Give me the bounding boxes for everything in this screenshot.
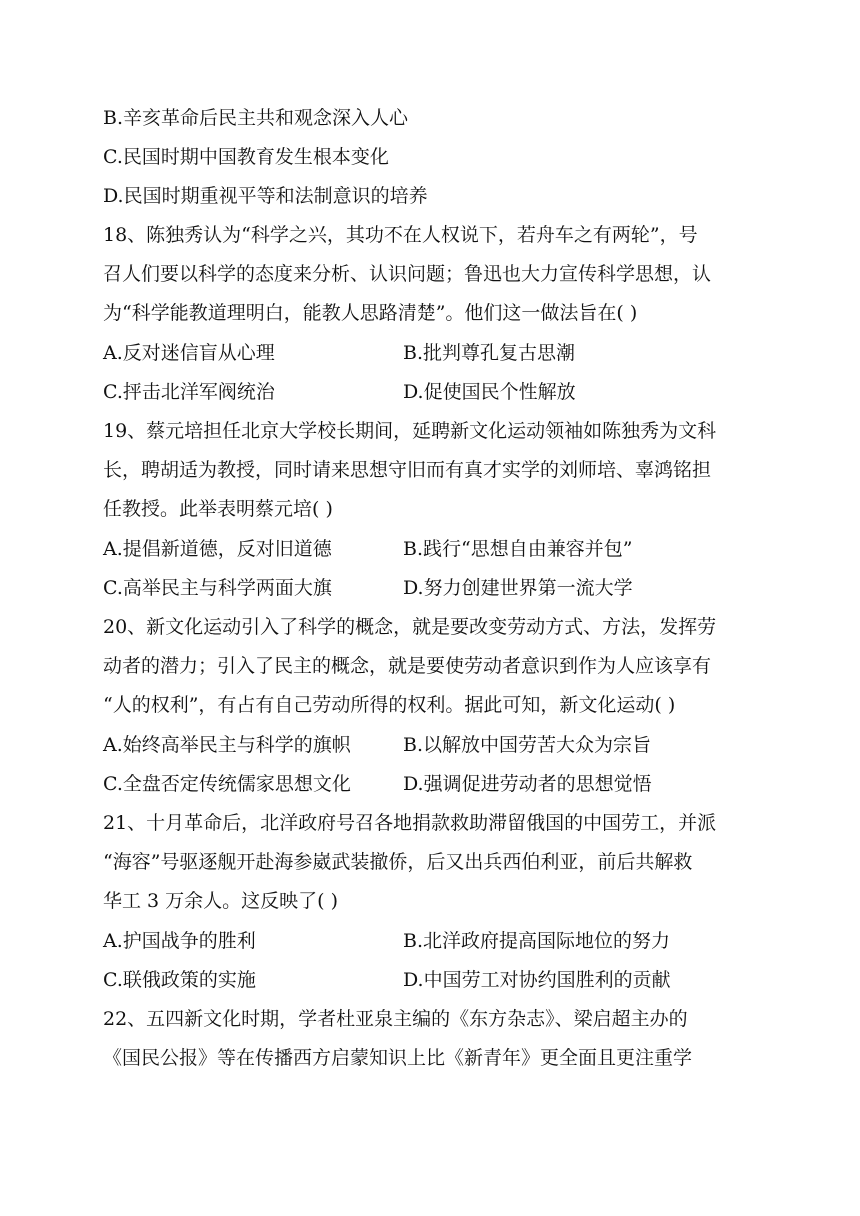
q18-option-d: D.促使国民个性解放 [403,381,576,403]
q18-stem-line-1: 18、陈独秀认为“科学之兴，其功不在人权说下，若舟车之有两轮”，号 [103,224,698,246]
q21-stem-line-2: “海容”号驱逐舰开赴海参崴武装撤侨，后又出兵西伯利亚，前后共解救 [103,851,693,873]
q21-option-a: A.护国战争的胜利 [103,930,256,952]
q19-stem-line-1: 19、蔡元培担任北京大学校长期间，延聘新文化运动领袖如陈独秀为文科 [103,420,717,442]
q21-option-d: D.中国劳工对协约国胜利的贡献 [403,969,671,991]
q20-stem-line-3: “人的权利”，有占有自己劳动所得的权利。据此可知，新文化运动( ) [103,694,676,716]
q19-stem-line-2: 长，聘胡适为教授，同时请来思想守旧而有真才实学的刘师培、辜鸿铭担 [103,459,712,481]
q18-option-c: C.抨击北洋军阀统治 [103,381,275,403]
q18-option-b: B.批判尊孔复古思潮 [403,342,576,364]
prev-option-c: C.民国时期中国教育发生根本变化 [103,146,389,168]
q20-option-d: D.强调促进劳动者的思想觉悟 [403,773,652,795]
q21-stem-line-3: 华工 3 万余人。这反映了( ) [103,890,339,912]
q20-option-a: A.始终高举民主与科学的旗帜 [103,734,351,756]
q20-option-c: C.全盘否定传统儒家思想文化 [103,773,351,795]
q18-option-a: A.反对迷信盲从心理 [103,342,275,364]
prev-option-b: B.辛亥革命后民主共和观念深入人心 [103,107,409,129]
q21-option-c: C.联俄政策的实施 [103,969,256,991]
q19-option-b: B.践行“思想自由兼容并包” [403,538,633,560]
q18-stem-line-2: 召人们要以科学的态度来分析、认识问题；鲁迅也大力宣传科学思想，认 [103,263,712,285]
q19-option-d: D.努力创建世界第一流大学 [403,577,633,599]
q20-option-b: B.以解放中国劳苦大众为宗旨 [403,734,652,756]
q20-stem-line-1: 20、新文化运动引入了科学的概念，就是要改变劳动方式、方法，发挥劳 [103,616,717,638]
q20-stem-line-2: 动者的潜力；引入了民主的概念，就是要使劳动者意识到作为人应该享有 [103,655,712,677]
q22-stem-line-2: 《国民公报》等在传播西方启蒙知识上比《新青年》更全面且更注重学 [103,1047,693,1069]
q19-stem-line-3: 任教授。此举表明蔡元培( ) [103,498,333,520]
q18-stem-line-3: 为“科学能教道理明白，能教人思路清楚”。他们这一做法旨在( ) [103,302,638,324]
prev-option-d: D.民国时期重视平等和法制意识的培养 [103,185,428,207]
q19-option-a: A.提倡新道德，反对旧道德 [103,538,332,560]
q21-stem-line-1: 21、十月革命后，北洋政府号召各地捐款救助滞留俄国的中国劳工，并派 [103,812,717,834]
q21-option-b: B.北洋政府提高国际地位的努力 [403,930,671,952]
q22-stem-line-1: 22、五四新文化时期，学者杜亚泉主编的《东方杂志》、梁启超主办的 [103,1008,688,1030]
q19-option-c: C.高举民主与科学两面大旗 [103,577,332,599]
